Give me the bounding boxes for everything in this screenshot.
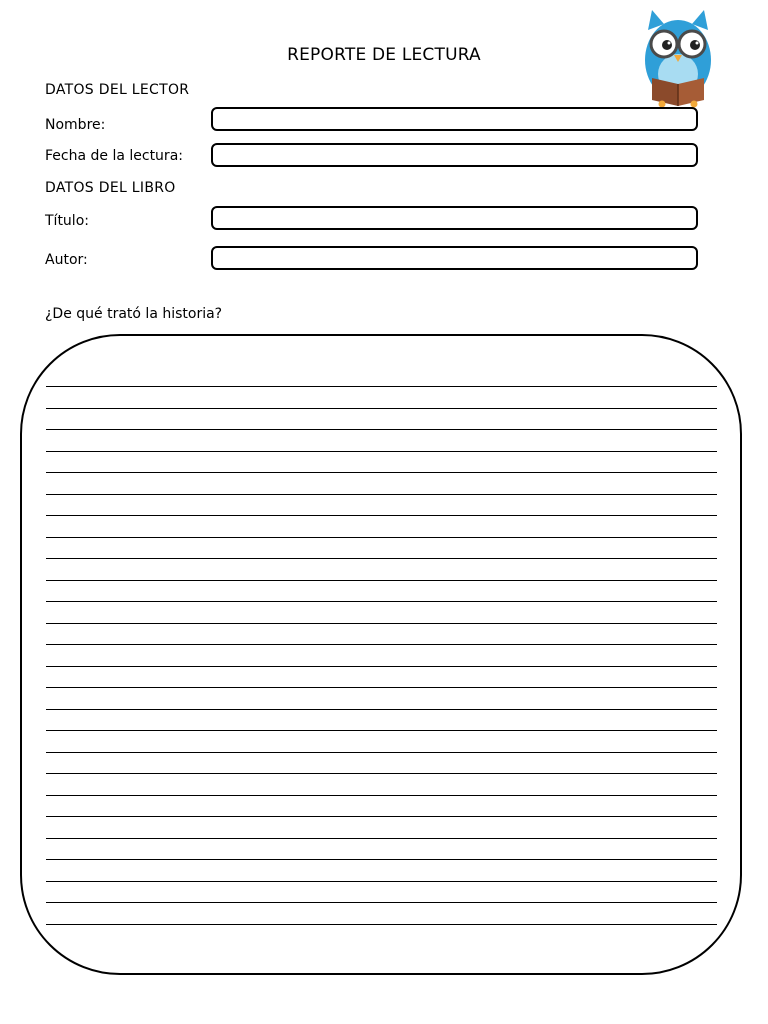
- writing-line: [46, 580, 717, 581]
- writing-line: [46, 537, 717, 538]
- owl-reading-book-icon: [638, 8, 718, 108]
- name-label: Nombre:: [45, 117, 106, 133]
- writing-line: [46, 924, 717, 925]
- writing-line: [46, 429, 717, 430]
- story-question: ¿De qué trató la historia?: [45, 306, 223, 322]
- page-title: REPORTE DE LECTURA: [287, 45, 481, 65]
- writing-line: [46, 601, 717, 602]
- reader-section-heading: DATOS DEL LECTOR: [45, 82, 190, 98]
- writing-line: [46, 752, 717, 753]
- book-section-heading: DATOS DEL LIBRO: [45, 180, 176, 196]
- writing-line: [46, 773, 717, 774]
- writing-line: [46, 451, 717, 452]
- writing-line: [46, 472, 717, 473]
- writing-line: [46, 838, 717, 839]
- writing-line: [46, 795, 717, 796]
- writing-line: [46, 644, 717, 645]
- author-field[interactable]: [211, 246, 698, 270]
- writing-line: [46, 623, 717, 624]
- writing-line: [46, 666, 717, 667]
- writing-line: [46, 881, 717, 882]
- title-field[interactable]: [211, 206, 698, 230]
- writing-line: [46, 902, 717, 903]
- writing-line: [46, 687, 717, 688]
- story-writing-area[interactable]: [20, 334, 742, 975]
- name-field[interactable]: [211, 107, 698, 131]
- writing-line: [46, 816, 717, 817]
- writing-line: [46, 408, 717, 409]
- writing-line: [46, 515, 717, 516]
- writing-line: [46, 859, 717, 860]
- writing-line: [46, 730, 717, 731]
- title-label: Título:: [45, 213, 89, 229]
- writing-line: [46, 558, 717, 559]
- writing-line: [46, 494, 717, 495]
- reading-date-label: Fecha de la lectura:: [45, 148, 183, 164]
- writing-line: [46, 386, 717, 387]
- reading-date-field[interactable]: [211, 143, 698, 167]
- author-label: Autor:: [45, 252, 88, 268]
- writing-line: [46, 709, 717, 710]
